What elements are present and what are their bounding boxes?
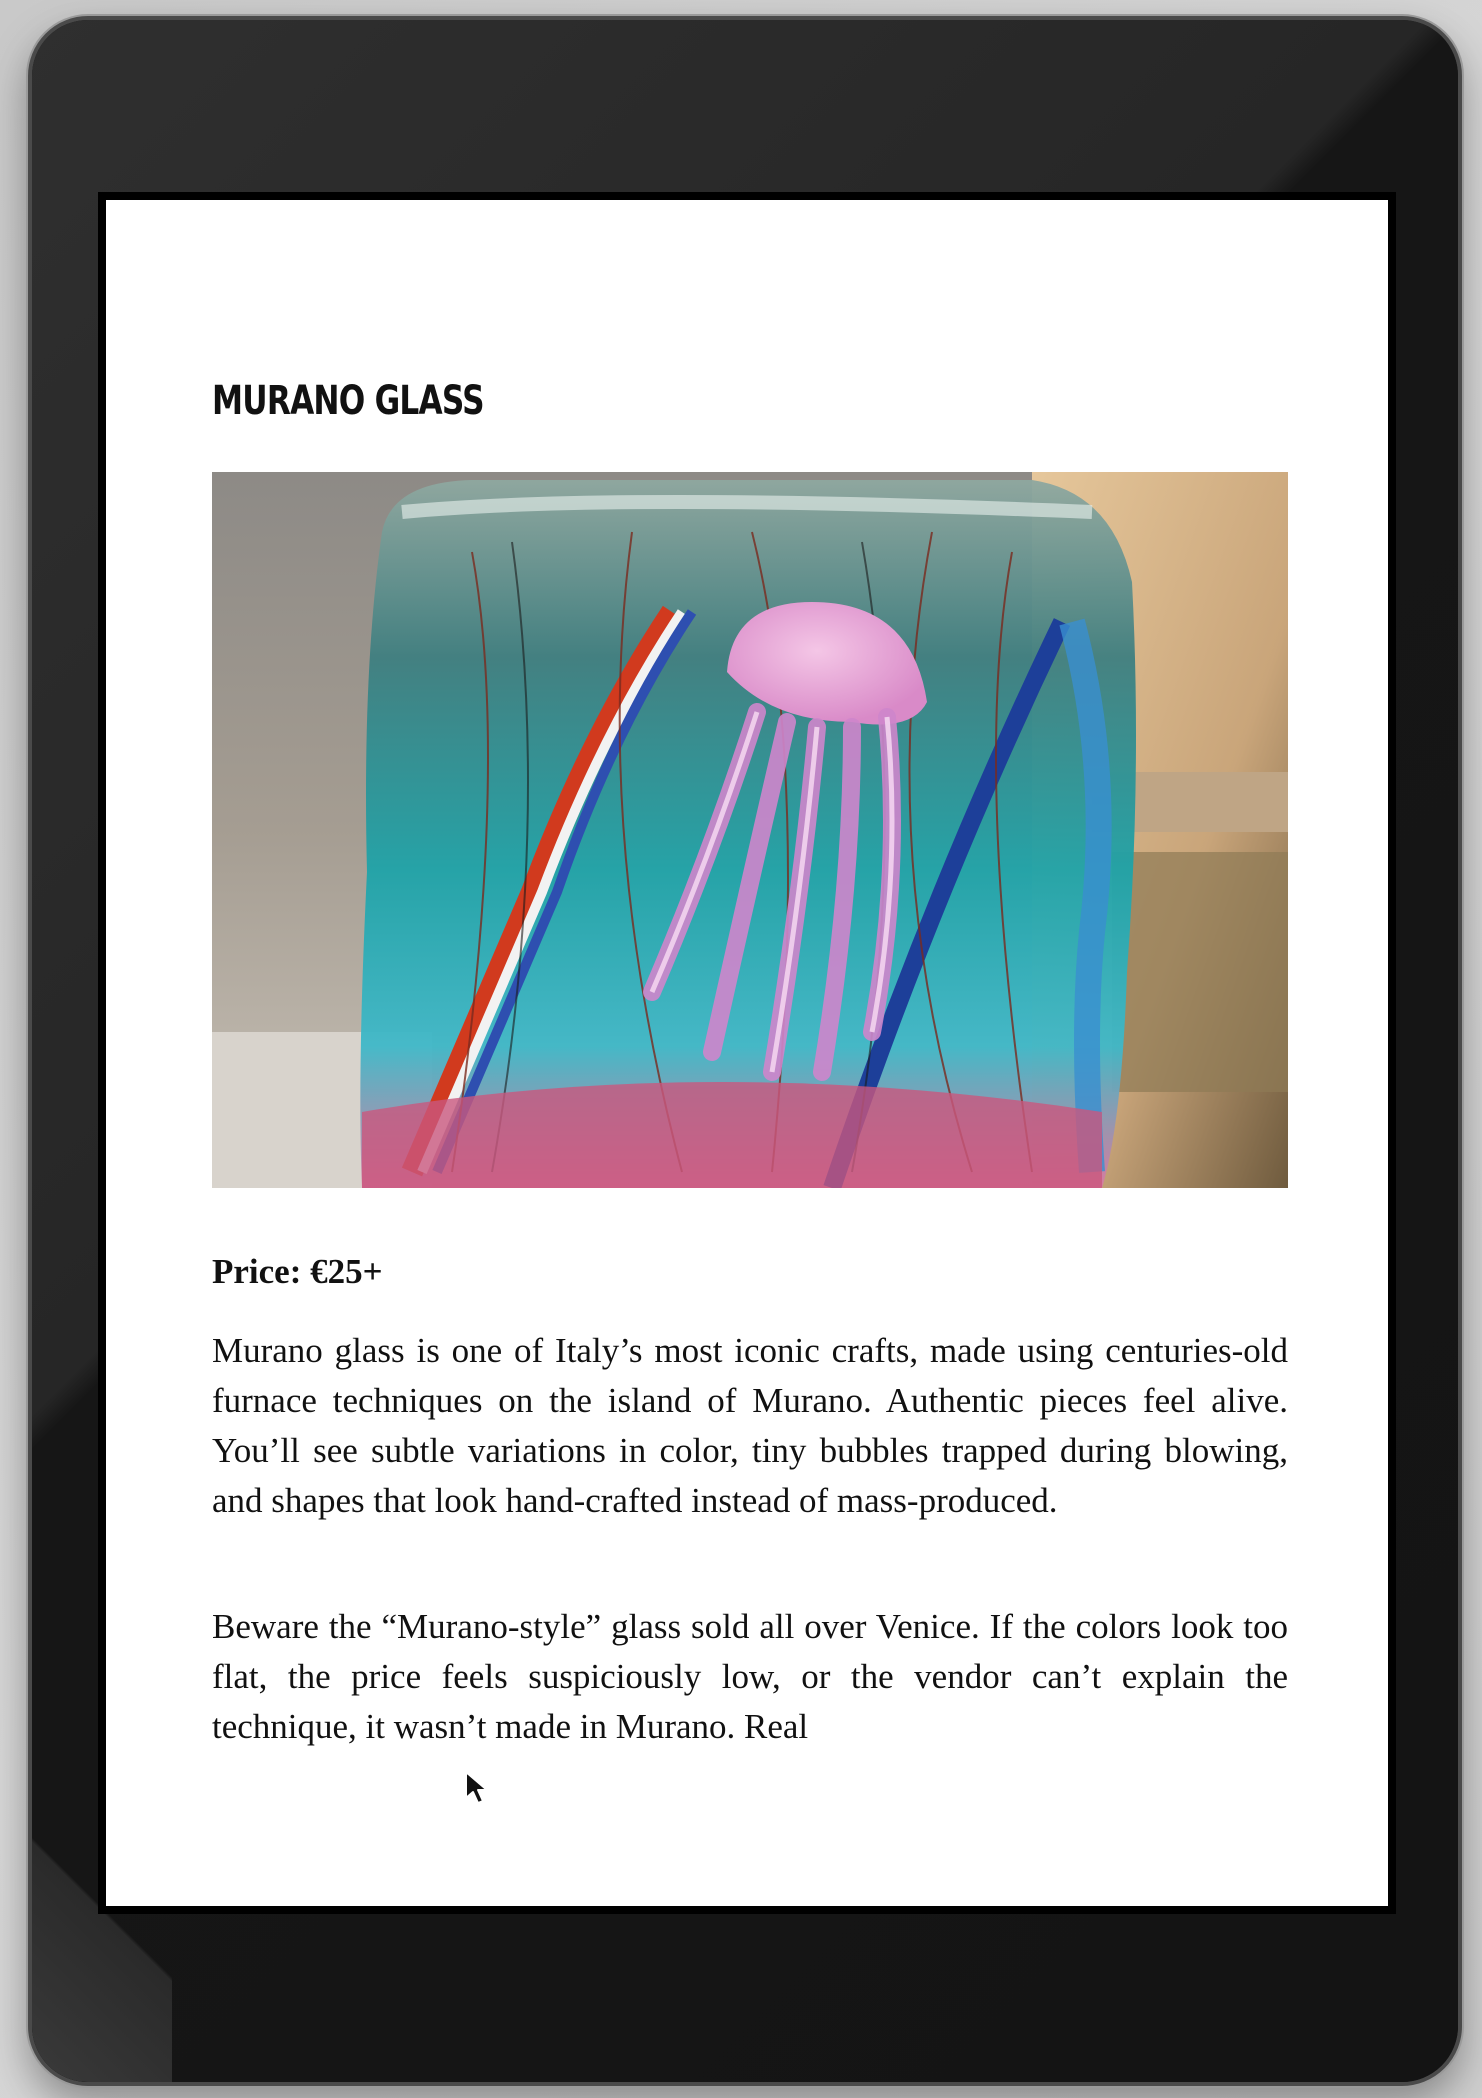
article-page[interactable] [106, 200, 1388, 1906]
murano-glass-photo [212, 472, 1288, 1188]
article-paragraph-2: Beware the “Murano-style” glass sold all over Venice. If the colors look too flat, the price feels suspiciously low, or the vendor can’t explain the technique, it wasn’t made in Murano. Real [212, 1607, 1288, 1746]
article-paragraph-1: Murano glass is one of Italy’s most iconic crafts, made using centuries-old furnace techniques on the island of Murano. Authentic pieces feel alive. You’ll see subtle variations in color, tiny bubbles trapped during blowing, and shapes that look hand-crafted instead of mass-produced. [212, 1331, 1288, 1520]
article-title: MURANO GLASS [212, 378, 484, 424]
mouse-pointer-icon [464, 1770, 490, 1806]
tablet-frame [28, 16, 1462, 2086]
price-label: Price: €25+ [212, 1252, 383, 1291]
tablet-screen [98, 192, 1396, 1914]
